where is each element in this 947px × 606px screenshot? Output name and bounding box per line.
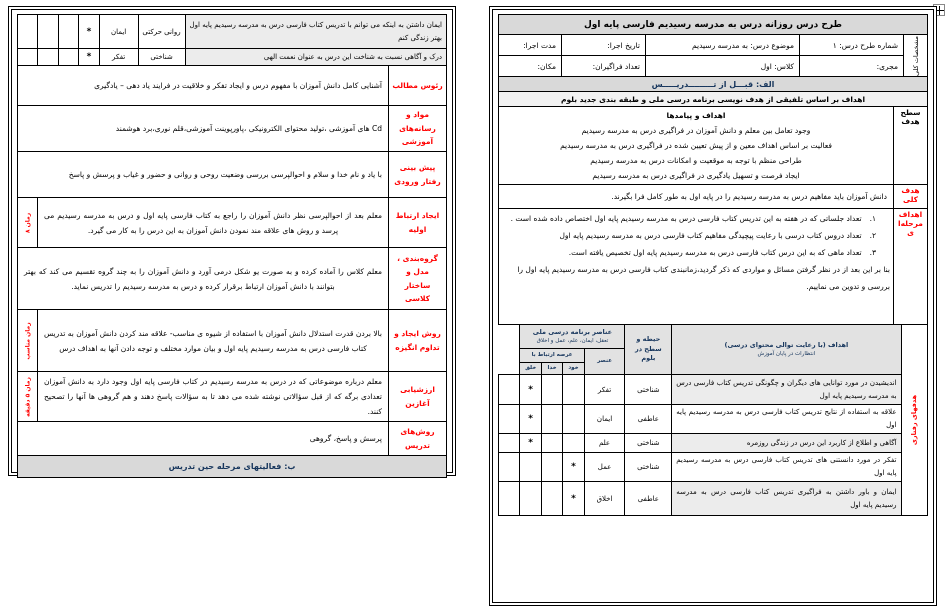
relation-col-self: خود xyxy=(563,363,584,375)
bloom-element: اخلاق xyxy=(584,482,625,516)
section-label-initial-contact: ایجاد ارتباط اولیه xyxy=(389,198,447,248)
section-text: معلم بعد از احوالپرسی نظر دانش آموزان را راجع به کتاب فارسی پایه اول و درس به مدرسه رسیدیم می پرسد و روش های علاقه مند نمودن دانش آموزان به این درس را به کار می گیرد. xyxy=(38,198,389,248)
bloom-row xyxy=(499,453,928,482)
mark-self: * xyxy=(79,49,99,66)
behavioral-goals-table xyxy=(498,324,928,516)
outcome-item: وجود تعامل بین معلم و دانش آموزان در فراگیری درس به مدرسه رسیدیم xyxy=(581,126,811,135)
stage-goal-item xyxy=(502,227,890,244)
mark-god xyxy=(541,482,562,516)
mark-nature xyxy=(18,49,38,66)
mark-nature xyxy=(499,453,520,482)
mark-god xyxy=(541,375,562,405)
section-row xyxy=(18,198,447,248)
executor-cell: مجری: xyxy=(800,56,904,77)
mark-creation: * xyxy=(520,375,541,405)
section-row xyxy=(18,66,447,106)
page-1 xyxy=(489,6,937,606)
section-row xyxy=(18,248,447,310)
mark-self xyxy=(563,405,584,434)
bloom-header-goals-subtitle: انتظارات در پایان آموزش xyxy=(757,351,816,358)
section-label-topics: رئوس مطالب xyxy=(389,66,447,106)
section-time-label: زمان ۵ دقیقه xyxy=(24,376,31,417)
section-label-grouping: گروه‌بندی ، مدل و ساختار کلاسی xyxy=(389,248,447,310)
section-time-cell xyxy=(18,310,38,372)
bloom-header-domain: حیطه و سطح در بلوم xyxy=(625,325,672,375)
page-2 xyxy=(8,6,456,476)
mark-self xyxy=(563,375,584,405)
behavioral-goals-table-continued xyxy=(17,14,447,66)
bloom-row xyxy=(499,375,928,405)
bloom-row xyxy=(499,482,928,516)
section-row xyxy=(18,152,447,198)
bloom-domain: شناختی xyxy=(138,49,185,66)
page-1-content xyxy=(492,9,934,603)
bloom-row xyxy=(18,15,447,49)
section-time-cell xyxy=(18,372,38,422)
mark-god xyxy=(58,49,78,66)
stage-goal-number: ۱. xyxy=(869,214,876,223)
outcomes-header: اهداف و پیامدها xyxy=(666,111,726,120)
mark-creation xyxy=(520,482,541,516)
section-label-teaching-methods: روش‌های تدریس xyxy=(389,422,447,456)
mark-creation xyxy=(38,15,58,49)
section-label-entry-behavior: پیش بینی رفتار ورودی xyxy=(389,152,447,198)
section-label-motivation: روش ایجاد و تداوم انگیزه xyxy=(389,310,447,372)
mark-self: * xyxy=(79,15,99,49)
mark-god xyxy=(541,453,562,482)
section-text: آشنایی کامل دانش آموزان با مفهوم درس و ایجاد تفکر و خلاقیت در فرایند یاد دهی – یادگیری xyxy=(18,66,389,106)
bloom-domain: عاطفی xyxy=(625,482,672,516)
section-text: پرسش و پاسخ، گروهی xyxy=(18,422,389,456)
page-title: طرح درس روزانه درس به مدرسه رسیدیم فارسی پایه اول xyxy=(498,14,928,35)
stage-goal-item xyxy=(502,210,890,227)
bloom-goal: ایمان داشتن به اینکه می توانم با تدریس کتاب فارسی درس به مدرسه رسیدیم پایه اول بهتر زندگی کنم xyxy=(185,15,446,49)
bloom-element: تفکر xyxy=(99,49,138,66)
section-text: بالا بردن قدرت استدلال دانش آموزان با استفاده از شیوه ی مناسب- علاقه مند کردن دانش آموزان به تدریس کتاب فارسی درس به مدرسه رسیدیم پایه اول و بیان موارد مختلف و توجه دادن آنها به اهداف درس xyxy=(38,310,389,372)
mark-nature xyxy=(499,434,520,453)
bloom-domain: روانی حرکتی xyxy=(138,15,185,49)
bloom-element: ایمان xyxy=(99,15,138,49)
bloom-header-elements-subtitle: تعقل، ایمان، علم، عمل و اخلاق xyxy=(536,338,609,345)
general-info-side-label: مشخصات کلی xyxy=(911,35,920,76)
section-label-materials: مواد و رسانه‌های آموزشی xyxy=(389,106,447,152)
section-row xyxy=(18,106,447,152)
section-a-band: الف: قبـــل از تـــــــــدریـــــس xyxy=(498,76,928,92)
stage-goals-footer: بنا بر این بعد از در نظر گرفتن مسائل و مواردی که ذکر گردید،زمانبندی کتاب فارسی درس به مدرسه رسیدیم پایه اول را بررسی و تدوین می نماییم. xyxy=(517,265,890,291)
bloom-row xyxy=(18,49,447,66)
execution-date-cell: تاریخ اجرا: xyxy=(562,35,646,56)
bloom-header-goals-title: اهداف (با رعایت توالی محتوای درسی) xyxy=(724,340,849,349)
bloom-domain: عاطفی xyxy=(625,405,672,434)
page-2-content xyxy=(11,9,453,473)
mark-god xyxy=(58,15,78,49)
bloom-header-relation: عرصه ارتباط با xyxy=(520,349,584,363)
stage-goal-text: تعداد جلساتی که در هفته به این تدریس کتاب فارسی درس به مدرسه رسیدیم پایه اول اختصاص داده شده است . xyxy=(510,214,862,223)
section-row xyxy=(18,310,447,372)
bloom-domain: شناختی xyxy=(625,434,672,453)
mark-nature xyxy=(499,482,520,516)
general-goal-text: دانش آموزان باید مفاهیم درس به مدرسه رسیدیم را در پایه اول به طور کامل فرا بگیرند. xyxy=(499,185,894,209)
section-row xyxy=(18,372,447,422)
relation-col-god: خدا xyxy=(541,363,562,375)
mark-creation xyxy=(38,49,58,66)
bloom-header-goals xyxy=(672,325,901,375)
mark-god xyxy=(541,434,562,453)
general-info-side-cell xyxy=(904,35,928,77)
stage-goals-label: اهداف مرحله‌ای xyxy=(894,209,928,325)
outcome-item: ایجاد فرصت و تسهیل یادگیری در فراگیری درس به مدرسه رسیدیم xyxy=(592,171,800,180)
bloom-header-element: عنصر xyxy=(584,349,625,375)
mark-self xyxy=(563,434,584,453)
bloom-header-elements-title: عناصر برنامه درسی ملی xyxy=(532,327,613,336)
bloom-row xyxy=(499,434,928,453)
location-cell: مکان: xyxy=(499,56,562,77)
section-text: معلم درباره موضوعاتی که در درس به مدرسه رسیدیم در کتاب فارسی پایه اول وجود دارد به دانش آموزان تعدادی برگه که از قبل سؤالاتی نوشته شده می دهد تا به سؤالات پاسخ دهند و هم گروهی ها آنها را تصحیح کنند. xyxy=(38,372,389,422)
bloom-goal: آگاهی و اطلاع از کاربرد این درس در زندگی روزمره xyxy=(672,434,901,453)
goals-table xyxy=(498,106,928,325)
relation-col-creation: خلق xyxy=(520,363,541,375)
mark-self: * xyxy=(563,453,584,482)
stage-goal-item xyxy=(502,244,890,261)
mark-creation: * xyxy=(520,405,541,434)
outcome-item: طراحی منظم با توجه به موقعیت و امکانات درس به مدرسه رسیدیم xyxy=(590,156,802,165)
section-text: با یاد و نام خدا و سلام و احوالپرسی بررسی وضعیت روحی و روانی و حضور و غیاب و پرسش و پاسخ xyxy=(18,152,389,198)
section-time-label: زمان ۸ xyxy=(24,212,31,233)
general-goal-label: هدف کلی xyxy=(894,185,928,209)
section-text: Cd های آموزشی ،تولید محتوای الکترونیکی ،پاورپوینت آموزشی،قلم نوری،برد هوشمند xyxy=(18,106,389,152)
mark-god xyxy=(541,405,562,434)
lesson-plan-sections-table xyxy=(17,65,447,456)
section-label-initial-assessment: ارزشیابی آغازین xyxy=(389,372,447,422)
level-label: سطح هدف xyxy=(894,107,928,185)
mark-self: * xyxy=(563,482,584,516)
section-time-label: زمان مناسب xyxy=(24,321,31,360)
stage-goal-text: تعداد دروس کتاب درسی با رعایت پیچیدگی مفاهیم کتاب فارسی درس به مدرسه رسیدیم پایه اول xyxy=(559,231,862,240)
mark-nature xyxy=(499,405,520,434)
learners-count-cell: تعداد فراگیران: xyxy=(562,56,646,77)
outcome-item: فعالیت بر اساس اهداف معین و از پیش تعیین شده در فراگیری درس به مدرسه رسیدیم xyxy=(560,141,832,150)
stage-goal-number: ۳. xyxy=(869,248,876,257)
bloom-goal: ایمان و باور داشتن به فراگیری تدریس کتاب فارسی درس به مدرسه رسیدیم پایه اول xyxy=(672,482,901,516)
goals-basis-band: اهداف بر اساس تلفیقی از هدف نویسی برنامه درسی ملی و طبقه بندی جدید بلوم xyxy=(498,91,928,107)
general-info-table xyxy=(498,34,928,77)
stage-goal-number: ۲. xyxy=(869,231,876,240)
mark-nature xyxy=(18,15,38,49)
bloom-domain: شناختی xyxy=(625,375,672,405)
section-time-cell xyxy=(18,198,38,248)
mark-creation xyxy=(520,453,541,482)
behavioral-goals-label: هدفهای رفتاری xyxy=(910,394,919,446)
bloom-element: علم xyxy=(584,434,625,453)
bloom-header-elements xyxy=(520,325,625,349)
bloom-goal: اندیشیدن در مورد توانایی های دیگران و چگونگی تدریس کتاب فارسی درس به مدرسه رسیدیم پایه اول xyxy=(672,375,901,405)
section-b-band: ب: فعالیتهای مرحله حین تدریس xyxy=(17,455,447,478)
execution-duration-cell: مدت اجرا: xyxy=(499,35,562,56)
mark-nature xyxy=(499,375,520,405)
bloom-element: تفکر xyxy=(584,375,625,405)
bloom-goal: علاقه به استفاده از نتایج تدریس کتاب فارسی درس به مدرسه رسیدیم پایه اول xyxy=(672,405,901,434)
bloom-domain: شناختی xyxy=(625,453,672,482)
lesson-topic-cell: موضوع درس: به مدرسه رسیدیم xyxy=(646,35,800,56)
stage-goals-cell xyxy=(499,209,894,325)
bloom-row xyxy=(499,405,928,434)
mark-creation: * xyxy=(520,434,541,453)
outcomes-cell xyxy=(499,107,894,185)
stage-goal-text: تعداد ماهی که به این درس کتاب فارسی درس به مدرسه رسیدیم پایه اول تخصیص یافته است. xyxy=(568,248,862,257)
behavioral-goals-side-cell xyxy=(901,325,927,516)
bloom-goal: تفکر در مورد دانستنی های تدریس کتاب فارسی درس به مدرسه رسیدیم پایه اول xyxy=(672,453,901,482)
section-row xyxy=(18,422,447,456)
section-text: معلم کلاس را آماده کرده و به صورت یو شکل درمی آورد و دانش آموزان را به چند گروه تقسیم می کند که بهتر بتوانند با دانش آموزان ارتباط برقرار کرده و درس به مدرسه رسیدیم را تدریس نماید. xyxy=(18,248,389,310)
bloom-goal: درک و آگاهی نسبت به شناخت این درس به عنوان نعمت الهی xyxy=(185,49,446,66)
lesson-number-cell: شماره طرح درس: ۱ xyxy=(800,35,904,56)
bloom-element: ایمان xyxy=(584,405,625,434)
class-cell: کلاس: اول xyxy=(646,56,800,77)
bloom-element: عمل xyxy=(584,453,625,482)
